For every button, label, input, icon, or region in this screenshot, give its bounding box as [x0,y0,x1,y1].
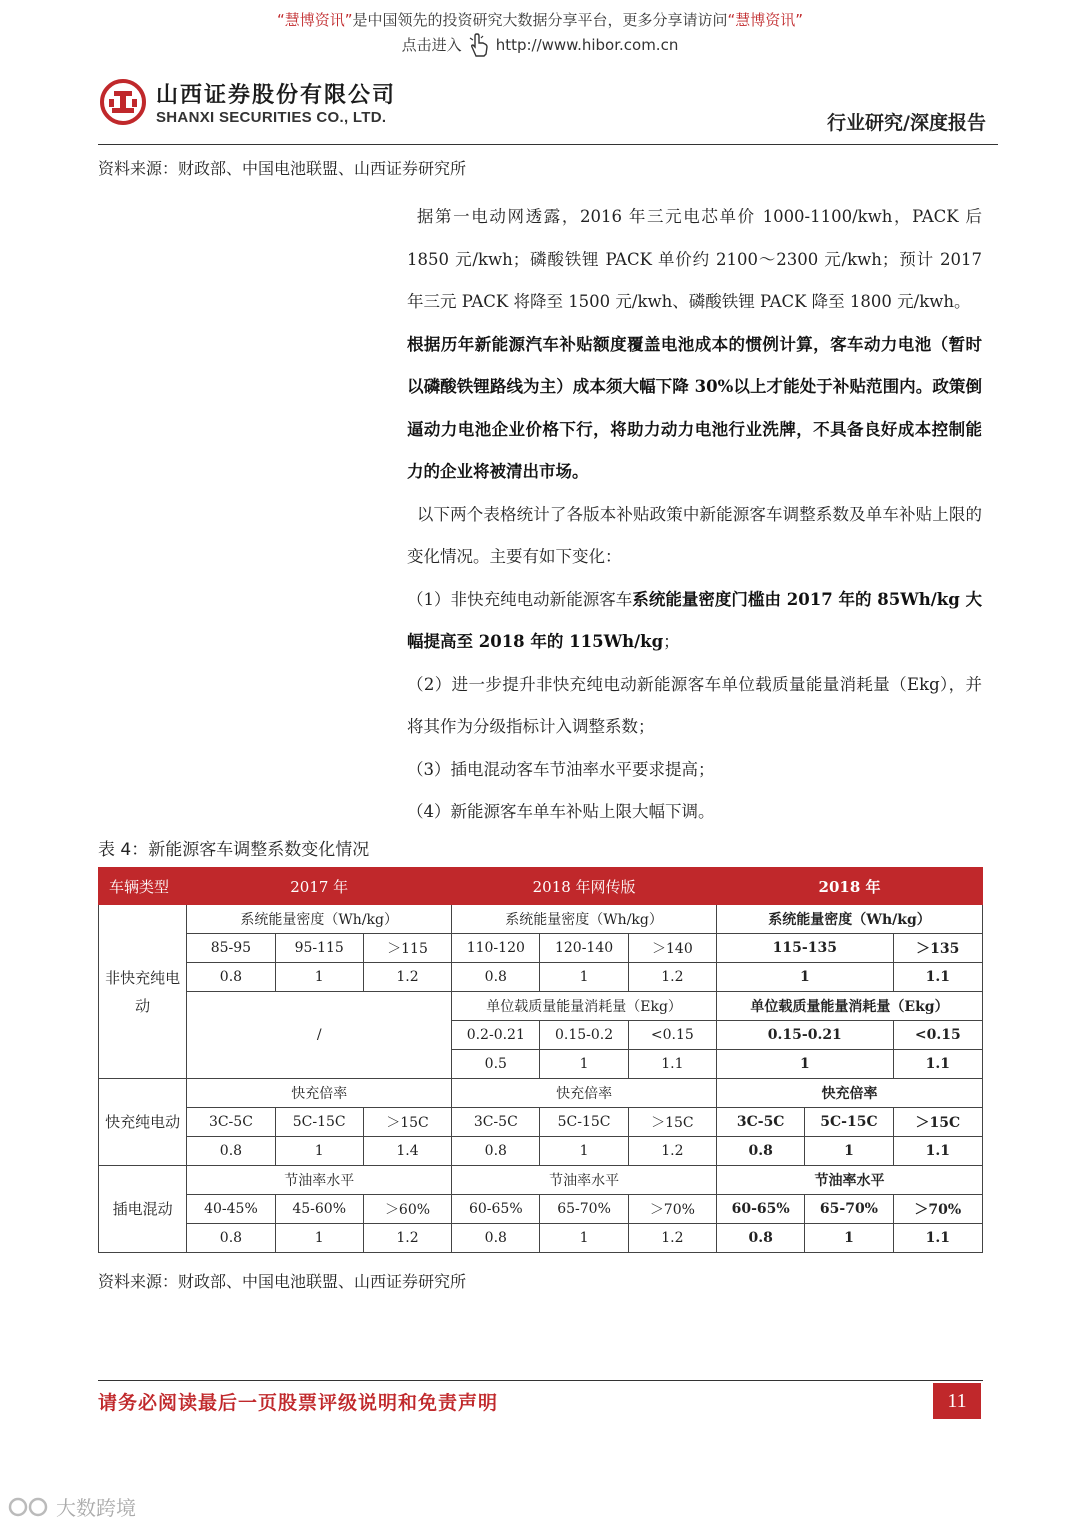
table-cell: 1.4 [363,1137,451,1166]
table-cell: 0.8 [452,963,540,992]
table-cell: 1 [275,963,363,992]
table-caption: 表 4：新能源客车调整系数变化情况 [98,840,370,860]
company-name-en: SHANXI SECURITIES CO., LTD. [156,109,387,126]
table-cell: 系统能量密度（Wh/kg） [187,905,452,934]
list-item-1: （1）非快充纯电动新能源客车系统能量密度门槛由 2017 年的 85Wh/kg 大幅提高至 2018 年的 115Wh/kg； [407,589,982,651]
table-cell: 1 [275,1224,363,1253]
table-cell: ＞140 [628,934,716,963]
table-cell: 1.1 [893,1137,982,1166]
table-cell: 快充倍率 [717,1079,983,1108]
table-cell: 节油率水平 [452,1166,717,1195]
table-cell: ＞60% [363,1195,451,1224]
table-cell: 1.1 [628,1050,716,1079]
brand-quote-2: “慧博资讯” [727,11,804,29]
header-divider [98,144,998,145]
list-item-3: （3）插电混动客车节油率水平要求提高； [407,759,715,779]
table-cell: 节油率水平 [717,1166,983,1195]
table-cell: ＞115 [363,934,451,963]
table-cell: 65-70% [540,1195,628,1224]
table-cell: ＞70% [628,1195,716,1224]
table-cell: 1.2 [628,963,716,992]
table-cell: 5C-15C [805,1108,893,1137]
table-cell: <0.15 [893,1021,982,1050]
table-cell: 1.2 [628,1137,716,1166]
table-cell: 1.2 [628,1224,716,1253]
paragraph-1: 据第一电动网透露，2016 年三元电芯单价 1000-1100/kwh，PACK 后 1850 元/kwh；磷酸铁锂 PACK 单价约 2100～2300 元/kwh；预计 2017 年三元 PACK 将降至 1500 元/kwh、磷酸铁锂 PACK 降至 1800 元/kwh。 [407,207,982,311]
table-cell: 0.8 [187,1137,275,1166]
category-fast-ev: 快充纯电动 [99,1079,187,1166]
table-cell: 1 [540,1224,628,1253]
table-cell: 115-135 [717,934,894,963]
table-cell: 0.8 [187,1224,275,1253]
table-cell: 110-120 [452,934,540,963]
table-cell: 60-65% [452,1195,540,1224]
source-note-bottom: 资料来源：财政部、中国电池联盟、山西证券研究所 [98,1272,467,1291]
table-cell: 0.2-0.21 [452,1021,540,1050]
table-cell: 0.8 [452,1224,540,1253]
table-cell: 120-140 [540,934,628,963]
brand-quote: “慧博资讯” [276,11,353,29]
table-cell: 65-70% [805,1195,893,1224]
enter-label: 点击进入 [401,36,462,54]
table-cell: 1 [805,1224,893,1253]
table-cell: 1 [540,1050,628,1079]
table-cell: 1.1 [893,1224,982,1253]
table-row [99,934,983,963]
watermark: 大数跨境 [8,1492,136,1521]
paragraph-2: 根据历年新能源汽车补贴额度覆盖电池成本的惯例计算，客车动力电池（暂时以磷酸铁锂路线为主）成本须大幅下降 30%以上才能处于补贴范围内。政策倒逼动力电池企业价格下行，将助力动力电池行业洗牌，不具备良好成本控制能力的企业将被清出市场。 [407,334,982,481]
company-name-cn: 山西证券股份有限公司 [156,83,397,108]
table-cell: / [187,992,452,1079]
table-cell: ＞15C [363,1108,451,1137]
table-cell: 40-45% [187,1195,275,1224]
table-cell: 45-60% [275,1195,363,1224]
company-logo [100,78,396,126]
list-item-4: （4）新能源客车单车补贴上限大幅下调。 [407,802,715,821]
table-row [99,1137,983,1166]
table-cell: 0.15-0.21 [717,1021,894,1050]
coefficient-table [98,867,983,1253]
table-row [99,1166,983,1195]
table-cell: 系统能量密度（Wh/kg） [717,905,983,934]
table-cell: 快充倍率 [452,1079,717,1108]
header-vehicle-type: 车辆类型 [99,868,187,905]
table-row [99,905,983,934]
table-cell: ＞15C [893,1108,982,1137]
table-cell: 1 [540,1137,628,1166]
table-cell: 0.8 [452,1137,540,1166]
table-cell: 1.1 [893,963,982,992]
table-cell: 单位载质量能量消耗量（Ekg） [717,992,983,1021]
category-non-fast-ev: 非快充纯电动 [99,905,187,1079]
table-row [99,1195,983,1224]
table-cell: 系统能量密度（Wh/kg） [452,905,717,934]
table-row [99,992,983,1021]
table-cell: 1.2 [363,1224,451,1253]
shanxi-securities-logo-icon [100,79,146,125]
list-item-2: （2）进一步提升非快充纯电动新能源客车单位载质量能量消耗量（Ekg），并将其作为分级指标计入调整系数； [407,674,982,736]
table-cell: 1.1 [893,1050,982,1079]
source-note-top: 资料来源：财政部、中国电池联盟、山西证券研究所 [98,159,467,178]
table-cell: 1 [805,1137,893,1166]
top-banner [0,8,1080,58]
table-cell: 1 [540,963,628,992]
report-section-title: 行业研究/深度报告 [827,112,986,134]
category-phev: 插电混动 [99,1166,187,1253]
banner-text: 是中国领先的投资研究大数据分享平台，更多分享请访问 [352,11,728,29]
table-cell: 0.8 [717,1137,805,1166]
watermark-logo-icon [8,1494,50,1520]
table-row [99,1108,983,1137]
table-cell: 85-95 [187,934,275,963]
table-cell: 5C-15C [540,1108,628,1137]
table-cell: 60-65% [717,1195,805,1224]
table-cell: 3C-5C [187,1108,275,1137]
table-cell: 0.8 [717,1224,805,1253]
header-2018: 2018 年 [717,868,983,905]
page-number: 11 [933,1383,981,1419]
table-cell: ＞135 [893,934,982,963]
table-cell: 1 [275,1137,363,1166]
table-cell: 95-115 [275,934,363,963]
table-cell: 1 [717,1050,894,1079]
site-link[interactable]: http://www.hibor.com.cn [495,36,679,54]
disclaimer-note: 请务必阅读最后一页股票评级说明和免责声明 [98,1392,499,1414]
header-2017: 2017 年 [187,868,452,905]
table-cell: 3C-5C [717,1108,805,1137]
table-cell: ＞15C [628,1108,716,1137]
table-cell: 单位载质量能量消耗量（Ekg） [452,992,717,1021]
table-cell: 0.15-0.2 [540,1021,628,1050]
table-row [99,1079,983,1108]
table-cell: 节油率水平 [187,1166,452,1195]
table-cell: 0.5 [452,1050,540,1079]
table-cell: 1 [717,963,894,992]
footer-divider [98,1380,983,1381]
table-cell: <0.15 [628,1021,716,1050]
table-cell: ＞70% [893,1195,982,1224]
paragraph-3: 以下两个表格统计了各版本补贴政策中新能源客车调整系数及单车补贴上限的变化情况。主要有如下变化： [407,504,982,566]
header-2018-web: 2018 年网传版 [452,868,717,905]
table-cell: 3C-5C [452,1108,540,1137]
table-header-row [99,868,983,905]
table-row [99,963,983,992]
pointer-hand-icon [468,32,490,58]
body-text [407,196,982,834]
table-cell: 1.2 [363,963,451,992]
table-cell: 0.8 [187,963,275,992]
table-row [99,1224,983,1253]
table-cell: 5C-15C [275,1108,363,1137]
table-cell: 快充倍率 [187,1079,452,1108]
